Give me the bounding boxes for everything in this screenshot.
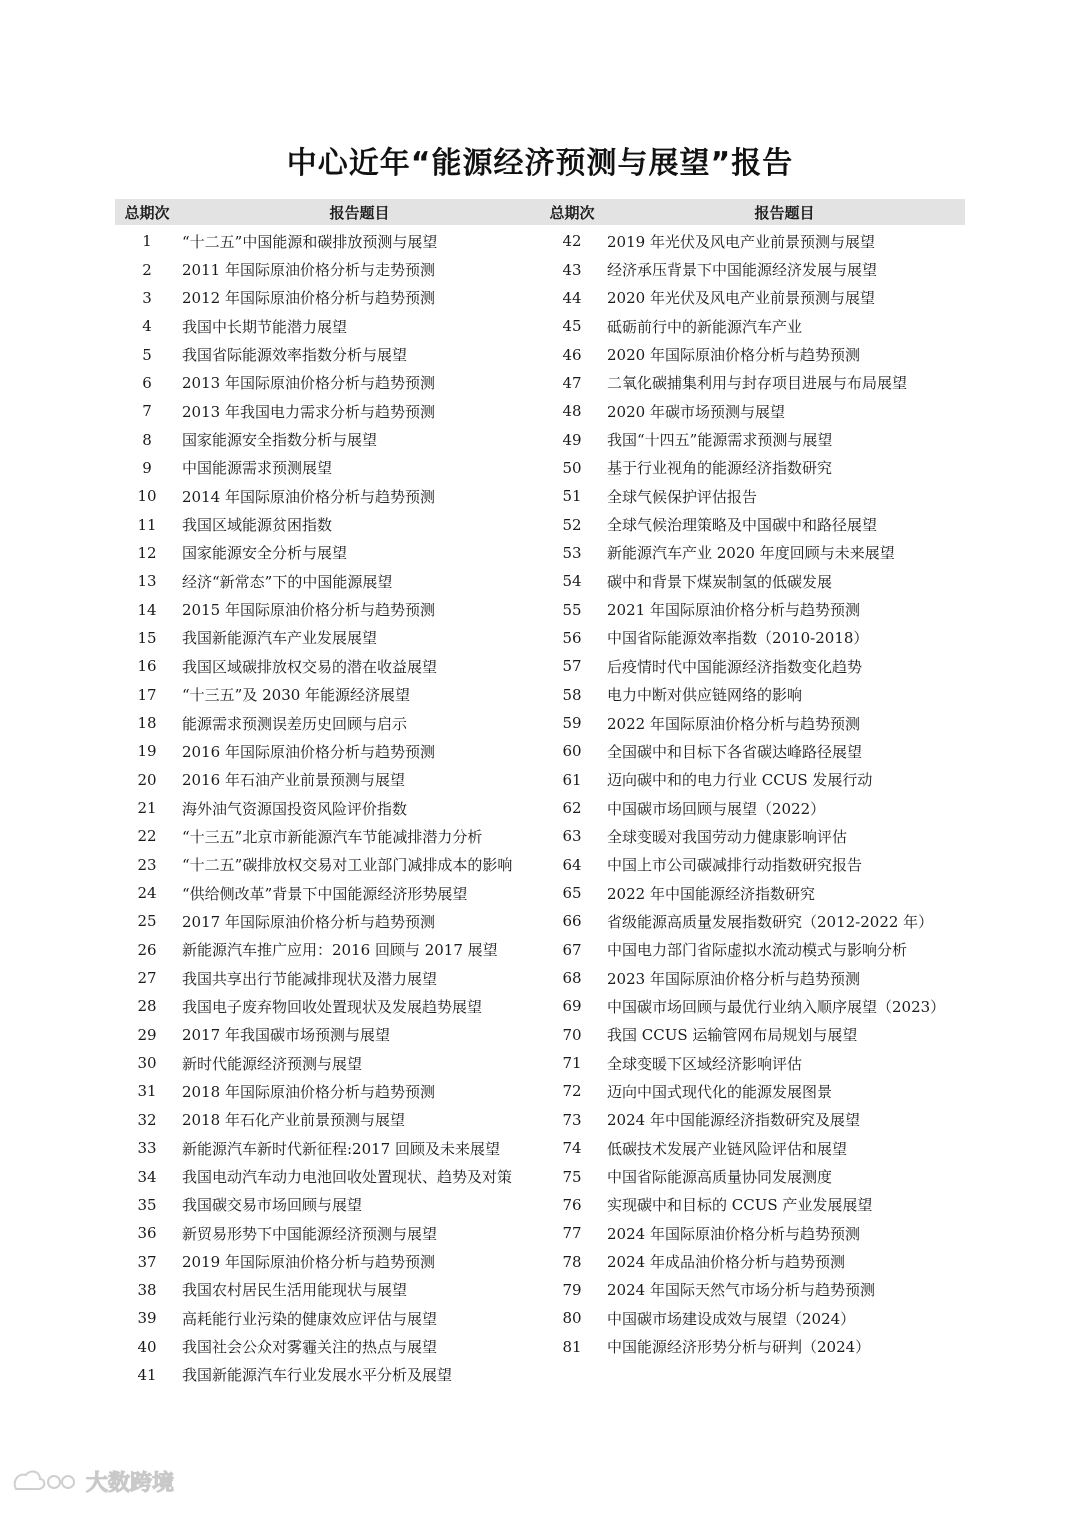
report-number: 63 [562,827,582,846]
report-number: 47 [562,373,582,392]
report-title: 国家能源安全指数分析与展望 [182,431,378,450]
table-row [115,454,540,482]
table-row [115,822,540,850]
report-number: 39 [137,1309,157,1328]
report-title: 省级能源高质量发展指数研究（2012-2022 年） [607,912,934,931]
table-row [540,851,965,879]
report-title: 2015 年国际原油价格分析与趋势预测 [182,601,435,620]
report-title: 2021 年国际原油价格分析与趋势预测 [607,601,860,620]
table-row [540,1106,965,1134]
report-number: 71 [562,1054,582,1073]
table-row [115,1134,540,1162]
report-title: 2023 年国际原油价格分析与趋势预测 [607,969,860,988]
report-number: 55 [562,600,582,619]
table-row [540,510,965,538]
table-row [540,1276,965,1304]
report-title: 我国碳交易市场回顾与展望 [182,1196,363,1215]
report-title: 我国“十四五”能源需求预测与展望 [607,431,833,450]
report-number: 65 [562,884,582,903]
report-title: 2024 年国际天然气市场分析与趋势预测 [607,1281,875,1300]
table-row [115,340,540,368]
report-title: 全球变暖下区域经济影响评估 [607,1054,803,1073]
table-header [115,199,965,225]
table-row [115,992,540,1020]
report-title: 新能源汽车推广应用：2016 回顾与 2017 展望 [182,941,498,960]
report-title: 我国区域碳排放权交易的潜在收益展望 [182,657,438,676]
table-row [540,737,965,765]
report-number: 41 [137,1365,157,1384]
table-row [540,454,965,482]
table-row [540,1077,965,1105]
table-row [540,397,965,425]
report-number: 52 [562,515,582,534]
table-row [540,964,965,992]
report-title: 全球变暖对我国劳动力健康影响评估 [607,827,848,846]
report-number: 61 [562,770,582,789]
report-number: 56 [562,628,582,647]
table-row [115,312,540,340]
table-row [115,539,540,567]
report-title: 海外油气资源国投资风险评价指数 [182,799,408,818]
report-title: 中国碳市场回顾与最优行业纳入顺序展望（2023） [607,997,946,1016]
report-number: 58 [562,685,582,704]
report-title: 2022 年中国能源经济指数研究 [607,884,815,903]
report-title: 2013 年我国电力需求分析与趋势预测 [182,402,435,421]
report-title: “十二五”碳排放权交易对工业部门减排成本的影响 [182,856,513,875]
table-row [540,482,965,510]
report-title: 我国农村居民生活用能现状与展望 [182,1281,408,1300]
report-title: 2024 年国际原油价格分析与趋势预测 [607,1224,860,1243]
table-row [115,1191,540,1219]
report-number: 35 [137,1195,157,1214]
report-title: 我国共享出行节能减排现状及潜力展望 [182,969,438,988]
table-row [115,284,540,312]
report-title: 2018 年国际原油价格分析与趋势预测 [182,1082,435,1101]
report-title: 新能源汽车产业 2020 年度回顾与未来展望 [607,544,895,563]
report-number: 62 [562,799,582,818]
report-title: 我国电子废弃物回收处置现状及发展趋势展望 [182,997,483,1016]
table-row [115,1276,540,1304]
table-row [115,1049,540,1077]
report-title: 中国省际能源高质量协同发展测度 [607,1168,833,1187]
report-number: 51 [562,487,582,506]
report-number: 59 [562,714,582,733]
report-title: “十二五”中国能源和碳排放预测与展望 [182,232,438,251]
report-number: 18 [137,714,157,733]
report-title: 我国电动汽车动力电池回收处置现状、趋势及对策 [182,1168,513,1187]
header-title-right: 报告题目 [754,203,815,222]
report-number: 46 [562,345,582,364]
report-title: 实现碳中和目标的 CCUS 产业发展展望 [607,1196,873,1215]
report-number: 6 [142,373,152,392]
table-row [115,567,540,595]
page-title: 中心近年“能源经济预测与展望”报告 [286,146,794,181]
report-number: 30 [137,1054,157,1073]
report-title: 2020 年碳市场预测与展望 [607,402,785,421]
table-row [540,340,965,368]
table-row [115,624,540,652]
report-title: 二氧化碳捕集利用与封存项目进展与布局展望 [607,374,908,393]
report-number: 32 [137,1110,157,1129]
table-row [115,482,540,510]
watermark-logo-icon [10,1467,80,1497]
report-number: 33 [137,1139,157,1158]
report-number: 24 [137,884,157,903]
table-row [115,851,540,879]
table-row [115,879,540,907]
table-row [115,1106,540,1134]
report-number: 49 [562,430,582,449]
report-number: 44 [562,288,582,307]
table-row [115,794,540,822]
report-number: 80 [562,1309,582,1328]
report-number: 67 [562,940,582,959]
table-row [540,936,965,964]
report-number: 2 [142,260,152,279]
table-row [540,1134,965,1162]
table-row [115,255,540,283]
report-title: 能源需求预测误差历史回顾与启示 [182,714,408,733]
report-number: 43 [562,260,582,279]
report-number: 60 [562,742,582,761]
report-table [115,199,965,1389]
report-title: 2022 年国际原油价格分析与趋势预测 [607,714,860,733]
report-number: 72 [562,1082,582,1101]
report-title: 2019 年光伏及风电产业前景预测与展望 [607,232,875,251]
report-number: 14 [137,600,157,619]
report-title: 我国新能源汽车产业发展展望 [182,629,378,648]
report-number: 27 [137,969,157,988]
report-number: 36 [137,1224,157,1243]
report-number: 57 [562,657,582,676]
report-number: 53 [562,543,582,562]
report-title: 我国省际能源效率指数分析与展望 [182,346,408,365]
table-row [540,794,965,822]
report-title: 2024 年成品油价格分析与趋势预测 [607,1253,845,1272]
table-row [115,425,540,453]
table-row [540,284,965,312]
table-row [540,312,965,340]
report-number: 42 [562,232,582,251]
report-title: 低碳技术发展产业链风险评估和展望 [607,1139,848,1158]
table-row [115,681,540,709]
report-number: 37 [137,1252,157,1271]
table-row [115,737,540,765]
table-row [540,369,965,397]
report-number: 74 [562,1139,582,1158]
report-title: “供给侧改革”背景下中国能源经济形势展望 [182,884,468,903]
report-title: 基于行业视角的能源经济指数研究 [607,459,833,478]
left-column [115,227,540,1389]
report-title: 中国上市公司碳减排行动指数研究报告 [607,856,863,875]
report-number: 79 [562,1280,582,1299]
report-number: 20 [137,770,157,789]
report-number: 54 [562,572,582,591]
report-number: 75 [562,1167,582,1186]
table-row [115,936,540,964]
table-row [540,652,965,680]
report-number: 26 [137,940,157,959]
report-title: 2024 年中国能源经济指数研究及展望 [607,1111,860,1130]
table-row [540,879,965,907]
report-number: 16 [137,657,157,676]
report-title: 后疫情时代中国能源经济指数变化趋势 [607,657,863,676]
report-title: 2014 年国际原油价格分析与趋势预测 [182,487,435,506]
report-number: 34 [137,1167,157,1186]
report-title: 2017 年我国碳市场预测与展望 [182,1026,390,1045]
report-title: 我国区域能源贫困指数 [182,516,333,535]
report-number: 38 [137,1280,157,1299]
report-title: 高耗能行业污染的健康效应评估与展望 [182,1309,438,1328]
table-row [540,595,965,623]
report-number: 78 [562,1252,582,1271]
table-row [540,1162,965,1190]
watermark-text: 大数跨境 [86,1471,175,1496]
report-title: 中国省际能源效率指数（2010-2018） [607,629,869,648]
table-row [115,1077,540,1105]
watermark [10,1466,174,1497]
report-number: 4 [142,317,152,336]
report-number: 15 [137,628,157,647]
report-number: 70 [562,1025,582,1044]
report-number: 25 [137,912,157,931]
report-number: 69 [562,997,582,1016]
report-title: 我国社会公众对雾霾关注的热点与展望 [182,1338,438,1357]
table-row [540,1021,965,1049]
report-number: 28 [137,997,157,1016]
report-number: 22 [137,827,157,846]
report-title: 迈向中国式现代化的能源发展图景 [607,1082,833,1101]
report-number: 73 [562,1110,582,1129]
table-row [115,397,540,425]
report-number: 10 [137,487,157,506]
table-row [540,567,965,595]
report-title: 中国碳市场回顾与展望（2022） [607,799,826,818]
report-title: 2012 年国际原油价格分析与趋势预测 [182,289,435,308]
report-number: 64 [562,855,582,874]
report-title: 2020 年光伏及风电产业前景预测与展望 [607,289,875,308]
report-title: 新能源汽车新时代新征程:2017 回顾及未来展望 [182,1139,500,1158]
report-title: 2016 年国际原油价格分析与趋势预测 [182,742,435,761]
table-row [540,766,965,794]
table-row [540,681,965,709]
table-row [540,1219,965,1247]
table-row [540,1304,965,1332]
report-title: 我国中长期节能潜力展望 [182,317,348,336]
report-number: 11 [137,515,157,534]
table-row [115,907,540,935]
report-title: 经济承压背景下中国能源经济发展与展望 [607,261,878,280]
report-title: 中国能源需求预测展望 [182,459,333,478]
report-number: 68 [562,969,582,988]
report-title: 我国 CCUS 运输管网布局规划与展望 [607,1026,858,1045]
table-row [115,510,540,538]
table-row [540,1049,965,1077]
table-row [540,539,965,567]
header-num-right: 总期次 [549,203,595,222]
report-number: 3 [142,288,152,307]
report-number: 12 [137,543,157,562]
header-num-left: 总期次 [124,203,170,222]
table-row [115,766,540,794]
report-title: 2017 年国际原油价格分析与趋势预测 [182,912,435,931]
table-row [540,907,965,935]
report-title: 2013 年国际原油价格分析与趋势预测 [182,374,435,393]
table-row [540,709,965,737]
table-row [115,1361,540,1389]
report-title: 经济“新常态”下的中国能源展望 [182,572,393,591]
report-number: 50 [562,458,582,477]
table-row [540,255,965,283]
report-title: 砥砺前行中的新能源汽车产业 [607,317,803,336]
table-row [115,1021,540,1049]
report-title: 迈向碳中和的电力行业 CCUS 发展行动 [607,771,873,790]
report-number: 81 [562,1337,582,1356]
report-number: 9 [142,458,152,477]
table-row [115,1162,540,1190]
table-row [115,652,540,680]
report-number: 66 [562,912,582,931]
report-title: 全国碳中和目标下各省碳达峰路径展望 [607,742,863,761]
table-row [115,709,540,737]
report-title: 2020 年国际原油价格分析与趋势预测 [607,346,860,365]
right-column [540,227,965,1389]
report-title: 碳中和背景下煤炭制氢的低碳发展 [607,572,833,591]
report-number: 31 [137,1082,157,1101]
report-number: 48 [562,402,582,421]
report-number: 45 [562,317,582,336]
report-number: 1 [142,232,152,251]
report-number: 77 [562,1224,582,1243]
table-row [540,1332,965,1360]
report-title: 国家能源安全分析与展望 [182,544,348,563]
report-number: 76 [562,1195,582,1214]
report-title: “十三五”北京市新能源汽车节能减排潜力分析 [182,827,483,846]
report-title: 中国能源经济形势分析与研判（2024） [607,1338,871,1357]
table-row [540,624,965,652]
report-title: 2016 年石油产业前景预测与展望 [182,771,405,790]
table-row [540,227,965,255]
report-title: 2011 年国际原油价格分析与走势预测 [182,261,435,280]
table-row [540,822,965,850]
table-row [115,369,540,397]
report-title: “十三五”及 2030 年能源经济展望 [182,686,411,705]
table-row [115,1247,540,1275]
header-title-left: 报告题目 [329,203,390,222]
table-row [115,1219,540,1247]
report-title: 新贸易形势下中国能源经济预测与展望 [182,1224,438,1243]
table-row [540,1247,965,1275]
table-row [115,1304,540,1332]
report-title: 我国新能源汽车行业发展水平分析及展望 [182,1366,453,1385]
table-row [540,425,965,453]
report-number: 40 [137,1337,157,1356]
report-title: 全球气候保护评估报告 [607,487,758,506]
report-number: 7 [142,402,152,421]
table-row [540,1191,965,1219]
report-number: 5 [142,345,152,364]
report-number: 19 [137,742,157,761]
report-title: 中国碳市场建设成效与展望（2024） [607,1309,856,1328]
report-title: 新时代能源经济预测与展望 [182,1054,363,1073]
report-number: 13 [137,572,157,591]
table-row [115,964,540,992]
report-number: 29 [137,1025,157,1044]
report-number: 23 [137,855,157,874]
report-title: 全球气候治理策略及中国碳中和路径展望 [607,516,878,535]
report-title: 电力中断对供应链网络的影响 [607,686,803,705]
table-row [540,992,965,1020]
table-row [115,227,540,255]
report-title: 2018 年石化产业前景预测与展望 [182,1111,405,1130]
table-row [115,595,540,623]
table-row [115,1332,540,1360]
report-number: 17 [137,685,157,704]
report-number: 21 [137,799,157,818]
report-number: 8 [142,430,152,449]
report-title: 2019 年国际原油价格分析与趋势预测 [182,1253,435,1272]
report-title: 中国电力部门省际虚拟水流动模式与影响分析 [607,941,908,960]
